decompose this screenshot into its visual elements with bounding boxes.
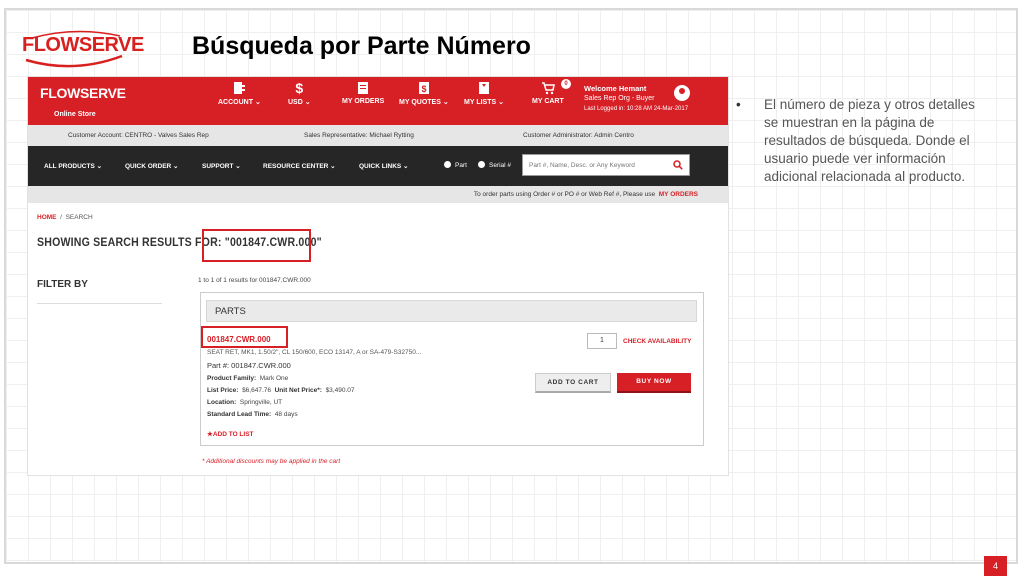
breadcrumb-separator: / <box>60 214 62 221</box>
list-price-value: $6,647.76 <box>242 387 271 394</box>
account-info-bar <box>28 125 729 146</box>
dollar-icon: $ <box>295 80 304 96</box>
net-price-label: Unit Net Price*: <box>274 387 322 394</box>
search-icon[interactable] <box>673 160 683 170</box>
nav-all-products-label: ALL PRODUCTS <box>44 163 95 170</box>
part-number: Part #: 001847.CWR.000 <box>207 361 291 370</box>
nav-all-products[interactable]: ALL PRODUCTS ⌄ <box>44 163 103 170</box>
orders-icon <box>356 81 370 95</box>
part-description: SEAT RET, MK1, 1.50/2", CL 150/600, ECO 13147, A or SA-479-S32750... <box>207 349 422 356</box>
note-bullet: • <box>736 97 741 112</box>
my-orders-link[interactable]: MY ORDERS <box>658 191 698 198</box>
add-to-list-label: ADD TO LIST <box>212 431 254 438</box>
lead-time-value: 48 days <box>274 411 298 418</box>
breadcrumb <box>37 214 93 221</box>
nav-support-label: SUPPORT <box>202 163 234 170</box>
nav-quick-order[interactable]: QUICK ORDER ⌄ <box>125 163 179 170</box>
logo-wordmark: FLOWSERVE <box>22 34 144 56</box>
nav-my-cart-label: MY CART <box>532 98 564 105</box>
store-logo-subtitle: Online Store <box>54 111 96 118</box>
nav-account[interactable]: ACCOUNT ⌄ <box>218 81 261 106</box>
nav-quick-order-label: QUICK ORDER <box>125 163 172 170</box>
product-family-label: Product Family: <box>207 375 257 382</box>
note-text: El número de pieza y otros detalles se muestran en la página de resultados de búsqueda. Donde el usuario puede ver información adicional relacionada al producto. <box>764 97 975 184</box>
nav-my-orders-label: MY ORDERS <box>342 98 385 105</box>
lists-icon <box>477 81 491 95</box>
store-header <box>28 77 729 125</box>
breadcrumb-home[interactable]: HOME <box>37 214 57 221</box>
nav-account-label: ACCOUNT <box>218 99 253 106</box>
customer-account: Customer Account: CENTRO - Valves Sales Rep <box>68 132 209 139</box>
discount-note: * Additional discounts may be applied in the cart <box>202 458 341 465</box>
quotes-icon <box>417 81 431 95</box>
radio-serial-label: Serial # <box>489 162 512 169</box>
location-line <box>207 399 282 406</box>
parts-results-card <box>200 292 704 446</box>
page-number: 4 <box>984 556 1007 576</box>
star-icon: ★ <box>207 431 213 438</box>
product-family-value: Mark One <box>259 375 289 382</box>
radio-serial-dot-icon <box>478 161 485 168</box>
search-input[interactable] <box>523 155 663 175</box>
sales-representative: Sales Representative: Michael Rytting <box>304 132 414 139</box>
order-hint-bar <box>28 186 729 203</box>
nav-currency-label: USD <box>288 99 303 106</box>
parts-header: PARTS <box>206 300 697 322</box>
add-to-list-link[interactable] <box>207 430 254 438</box>
filter-divider <box>37 303 162 304</box>
price-line <box>207 387 354 394</box>
radio-part[interactable] <box>444 161 467 169</box>
cart-icon <box>541 81 555 95</box>
quantity-input[interactable]: 1 <box>587 333 617 349</box>
radio-serial[interactable] <box>478 161 511 169</box>
query-highlight-box <box>202 229 311 262</box>
lead-time-label: Standard Lead Time: <box>207 411 272 418</box>
nav-resource-center-label: RESOURCE CENTER <box>263 163 329 170</box>
main-nav <box>28 146 729 186</box>
welcome-last-login: Last Logged in: 10:28 AM 24-Mar-2017 <box>584 106 689 112</box>
welcome-block <box>584 84 688 114</box>
cart-count-badge: 0 <box>561 79 571 89</box>
nav-my-quotes[interactable]: $ MY QUOTES ⌄ <box>399 81 449 106</box>
slide-title: Búsqueda por Parte Número <box>192 32 531 60</box>
result-count: 1 to 1 of 1 results for 001847.CWR.000 <box>198 277 311 284</box>
nav-my-quotes-label: MY QUOTES <box>399 99 441 106</box>
nav-quick-links[interactable]: QUICK LINKS ⌄ <box>359 163 409 170</box>
results-heading: SHOWING SEARCH RESULTS FOR: "001847.CWR.000" <box>37 237 322 249</box>
nav-my-lists[interactable]: MY LISTS ⌄ <box>464 81 504 106</box>
nav-currency[interactable]: $ USD ⌄ <box>288 80 311 106</box>
part-name-link[interactable]: 001847.CWR.000 <box>207 335 271 344</box>
welcome-role: Sales Rep Org - Buyer <box>584 95 655 102</box>
product-family <box>207 375 288 382</box>
nav-my-orders[interactable] <box>342 81 384 105</box>
nav-resource-center[interactable]: RESOURCE CENTER ⌄ <box>263 163 336 170</box>
customer-administrator: Customer Administrator: Admin Centro <box>523 132 634 139</box>
lead-time-line <box>207 411 298 418</box>
store-logo-wordmark: FLOWSERVE <box>40 85 126 101</box>
filter-by-heading: FILTER BY <box>37 279 88 290</box>
net-price-value: $3,490.07 <box>325 387 355 394</box>
location-value: Springville, UT <box>239 399 283 406</box>
location-label: Location: <box>207 399 237 406</box>
search-box <box>522 154 690 176</box>
list-price-label: List Price: <box>207 387 239 394</box>
radio-part-label: Part <box>455 162 467 169</box>
nav-my-lists-label: MY LISTS <box>464 99 497 106</box>
nav-support[interactable]: SUPPORT ⌄ <box>202 163 241 170</box>
flowserve-logo <box>22 30 144 68</box>
check-availability-link[interactable]: CHECK AVAILABILITY <box>623 338 692 345</box>
svg-text:$: $ <box>421 84 427 94</box>
nav-my-cart[interactable] <box>532 81 564 105</box>
store-logo[interactable] <box>40 85 126 118</box>
order-hint-text: To order parts using Order # or PO # or Web Ref #, Please use <box>473 191 656 198</box>
buy-now-button[interactable]: BUY NOW <box>617 373 691 393</box>
welcome-name: Welcome Hemant <box>584 84 647 93</box>
account-icon <box>232 81 246 95</box>
store-screenshot <box>27 76 729 476</box>
breadcrumb-current: SEARCH <box>65 214 93 221</box>
nav-quick-links-label: QUICK LINKS <box>359 163 402 170</box>
user-avatar-icon[interactable] <box>674 85 690 101</box>
radio-part-dot-icon <box>444 161 451 168</box>
add-to-cart-button[interactable]: ADD TO CART <box>535 373 611 393</box>
order-hint <box>474 191 698 198</box>
